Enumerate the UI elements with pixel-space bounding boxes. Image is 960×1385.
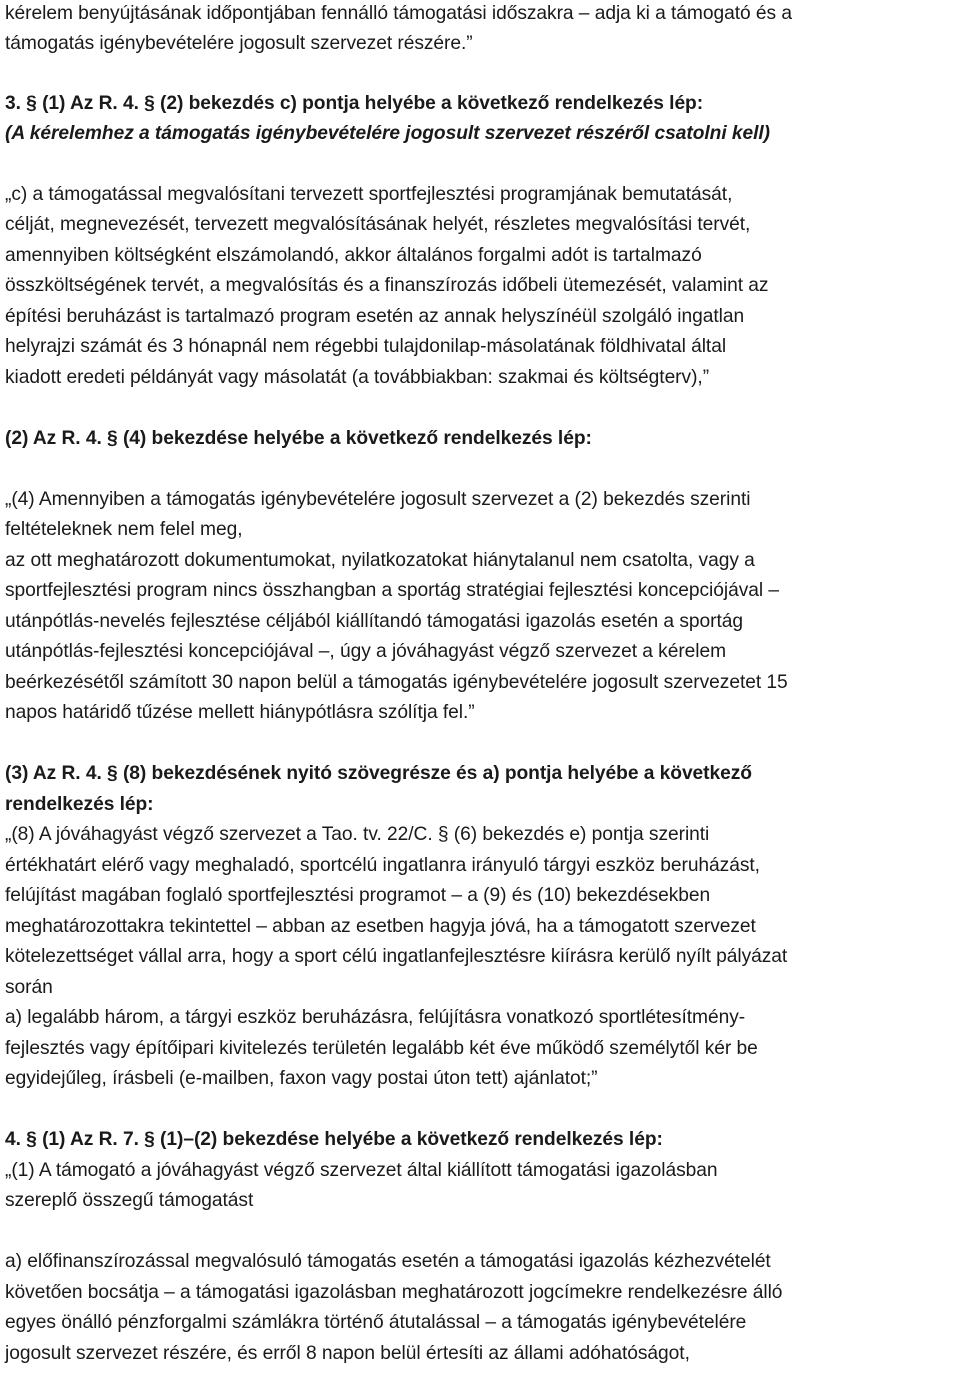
text-line: napos határidő tűzése mellett hiánypótlásra szólítja fel.” <box>5 702 475 723</box>
text-line: építési beruházást is tartalmazó program esetén az annak helyszínéül szolgáló ingatlan <box>5 306 745 327</box>
section-heading: 3. § (1) Az R. 4. § (2) bekezdés c) pontja helyébe a következő rendelkezés lép: <box>5 93 704 114</box>
text-line: során <box>5 977 53 998</box>
text-line: szereplő összegű támogatást <box>5 1190 254 1211</box>
text-line: helyrajzi számát és 3 hónapnál nem régebbi tulajdonilap-másolatának földhivatal által <box>5 336 727 357</box>
section-heading: 4. § (1) Az R. 7. § (1)–(2) bekezdése helyébe a következő rendelkezés lép: <box>5 1129 663 1150</box>
text-line: utánpótlás-fejlesztési koncepciójával –, úgy a jóváhagyást végző szervezet a kérelem <box>5 641 727 662</box>
text-line: kiadott eredeti példányát vagy másolatát (a továbbiakban: szakmai és költségterv),” <box>5 367 710 388</box>
text-line: „(4) Amennyiben a támogatás igénybevételére jogosult szervezet a (2) bekezdés szerinti <box>5 489 751 510</box>
text-line: beérkezésétől számított 30 napon belül a támogatás igénybevételére jogosult szervezetet 15 <box>5 672 788 693</box>
text-line: meghatározottakra tekintettel – abban az esetben hagyja jóvá, ha a támogatott szervezet <box>5 916 756 937</box>
text-line: a) legalább három, a tárgyi eszköz beruházásra, felújításra vonatkozó sportlétesítmény- <box>5 1007 746 1028</box>
text-line: jogosult szervezet részére, és erről 8 napon belül értesíti az állami adóhatóságot, <box>5 1343 690 1364</box>
text-line: „(8) A jóváhagyást végző szervezet a Tao. tv. 22/C. § (6) bekezdés e) pontja szerinti <box>5 824 710 845</box>
text-line: a) előfinanszírozással megvalósuló támogatás esetén a támogatási igazolás kézhezvételét <box>5 1251 771 1272</box>
section-subheading: (A kérelemhez a támogatás igénybevételére jogosult szervezet részéről csatolni kell) <box>5 123 771 144</box>
text-line: felújítást magában foglaló sportfejlesztési programot – a (9) és (10) bekezdésekben <box>5 885 711 906</box>
section-heading: rendelkezés lép: <box>5 794 154 815</box>
text-line: értékhatárt elérő vagy meghaladó, sportcélú ingatlanra irányuló tárgyi eszköz beruházást, <box>5 855 760 876</box>
text-line: utánpótlás-nevelés fejlesztése céljából kiállítandó támogatási igazolás esetén a sportág <box>5 611 743 632</box>
text-line: egyidejűleg, írásbeli (e-mailben, faxon vagy postai úton tett) ajánlatot;” <box>5 1068 598 1089</box>
text-line: „c) a támogatással megvalósítani tervezett sportfejlesztési programjának bemutatását, <box>5 184 733 205</box>
text-line: kérelem benyújtásának időpontjában fennálló támogatási időszakra – adja ki a támogató és a <box>5 3 792 24</box>
text-line: támogatás igénybevételére jogosult szervezet részére.” <box>5 33 473 54</box>
text-line: célját, megnevezését, tervezett megvalósításának helyét, részletes megvalósítási tervét, <box>5 214 751 235</box>
text-line: amennyiben költségként elszámolandó, akkor általános forgalmi adót is tartalmazó <box>5 245 702 266</box>
section-heading: (3) Az R. 4. § (8) bekezdésének nyitó szövegrésze és a) pontja helyébe a következő <box>5 763 752 784</box>
text-line: feltételeknek nem felel meg, <box>5 519 243 540</box>
text-line: az ott meghatározott dokumentumokat, nyilatkozatokat hiánytalanul nem csatolta, vagy a <box>5 550 755 571</box>
text-line: fejlesztés vagy építőipari kivitelezés területén legalább két éve működő személytől kér be <box>5 1038 758 1059</box>
text-line: egyes önálló pénzforgalmi számlákra történő átutalással – a támogatás igénybevételére <box>5 1312 747 1333</box>
section-heading: (2) Az R. 4. § (4) bekezdése helyébe a következő rendelkezés lép: <box>5 428 592 449</box>
text-line: összköltségének tervét, a megvalósítás és a finanszírozás időbeli ütemezését, valamint az <box>5 275 769 296</box>
text-line: „(1) A támogató a jóváhagyást végző szervezet által kiállított támogatási igazolásban <box>5 1160 718 1181</box>
text-line: sportfejlesztési program nincs összhangban a sportág stratégiai fejlesztési koncepciójával – <box>5 580 779 601</box>
text-line: kötelezettséget vállal arra, hogy a sport célú ingatlanfejlesztésre kiírásra kerülő nyílt pályázat <box>5 946 788 967</box>
text-line: követően bocsátja – a támogatási igazolásban meghatározott jogcímekre rendelkezésre álló <box>5 1282 783 1303</box>
